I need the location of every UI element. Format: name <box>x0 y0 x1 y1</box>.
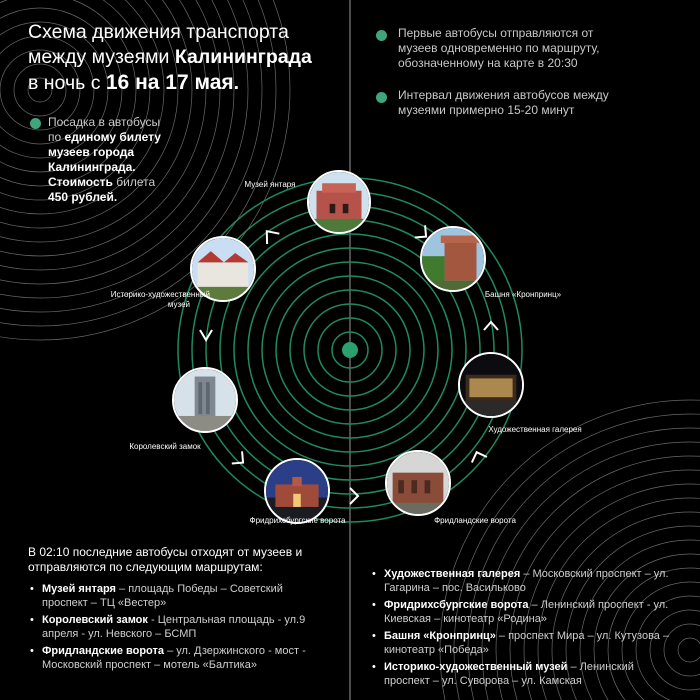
stop-label-kronprinz: Башня «Кронпринц» <box>484 290 562 299</box>
page-title: Схема движения транспорта между музеями Калининграда в ночь с 16 на 17 мая. <box>28 21 312 94</box>
stop-label-friedland: Фридландские ворота <box>434 516 516 525</box>
list-item: • Королевский замок - Центральная площадь - ул.9 апреля - ул. Невского – БСМП <box>28 614 328 641</box>
kronprinz-tower-photo <box>420 226 486 292</box>
friedrichsburg-gate-photo <box>264 458 330 524</box>
arrow-icon <box>484 322 498 330</box>
list-item: • Фридландские ворота – ул. Дзержинского - мост - Московский проспект – мотель «Балтика» <box>28 645 328 672</box>
bullet-icon <box>376 30 387 41</box>
bullet-icon <box>30 118 41 129</box>
list-item: • Фридрихсбургские ворота – Ленинский проспект - ул. Киевская – кинотеатр «Родина» <box>370 599 670 626</box>
list-item: • Музей янтаря – площадь Победы – Советский проспект – ТЦ «Вестер» <box>28 583 328 610</box>
arrow-icon <box>200 330 212 340</box>
last-bus-routes-right <box>370 568 670 692</box>
arrow-icon <box>232 451 248 468</box>
stop-label-history: Историко-художественный музей <box>110 290 210 309</box>
list-item: • Историко-художественный музей – Ленинский проспект – ул. Суворова – ул. Камская <box>370 661 670 688</box>
royal-castle-photo <box>172 367 238 433</box>
stop-label-amber: Музей янтаря <box>244 180 296 189</box>
arrow-icon <box>350 488 358 504</box>
first-bus-note: Первые автобусы отправляются от музеев одновременно по маршруту, обозначенному на карте в 20:30 <box>398 26 600 70</box>
stop-label-friedrichsburg: Фридрихсбургские ворота <box>249 516 346 525</box>
stop-label-castle: Королевский замок <box>129 442 201 451</box>
bullet-icon <box>376 92 387 103</box>
friedland-gate-photo <box>385 450 451 516</box>
interval-note: Интервал движения автобусов между музеями примерно 15-20 минут <box>398 88 609 117</box>
art-gallery-photo <box>458 352 524 418</box>
list-item: • Башня «Кронпринц» – проспект Мира – ул. Кутузова – кинотеатр «Победа» <box>370 630 670 657</box>
list-item: • Художественная галерея – Московский проспект – ул. Гагарина – пос. Васильково <box>370 568 670 595</box>
ring <box>678 638 700 662</box>
last-bus-routes-left: В 02:10 последние автобусы отходят от музеев и отправляются по следующим маршрутам: • Музей янтаря – площадь Победы – Советский проспект – ТЦ «Вестер» • Королевский замок - Центральная площадь - ул.9 апреля - ул. Невского – БСМП • Фридландские ворота – ул. Дзержинского - мост - Московский проспект – мотель «Балтика» <box>28 545 328 676</box>
stop-label-gallery: Художественная галерея <box>488 425 582 434</box>
amber-museum-photo <box>307 170 371 234</box>
ticket-note: Посадка в автобусы по единому билету музеев города Калининграда. Стоимость билета 450 рублей. <box>48 115 161 204</box>
